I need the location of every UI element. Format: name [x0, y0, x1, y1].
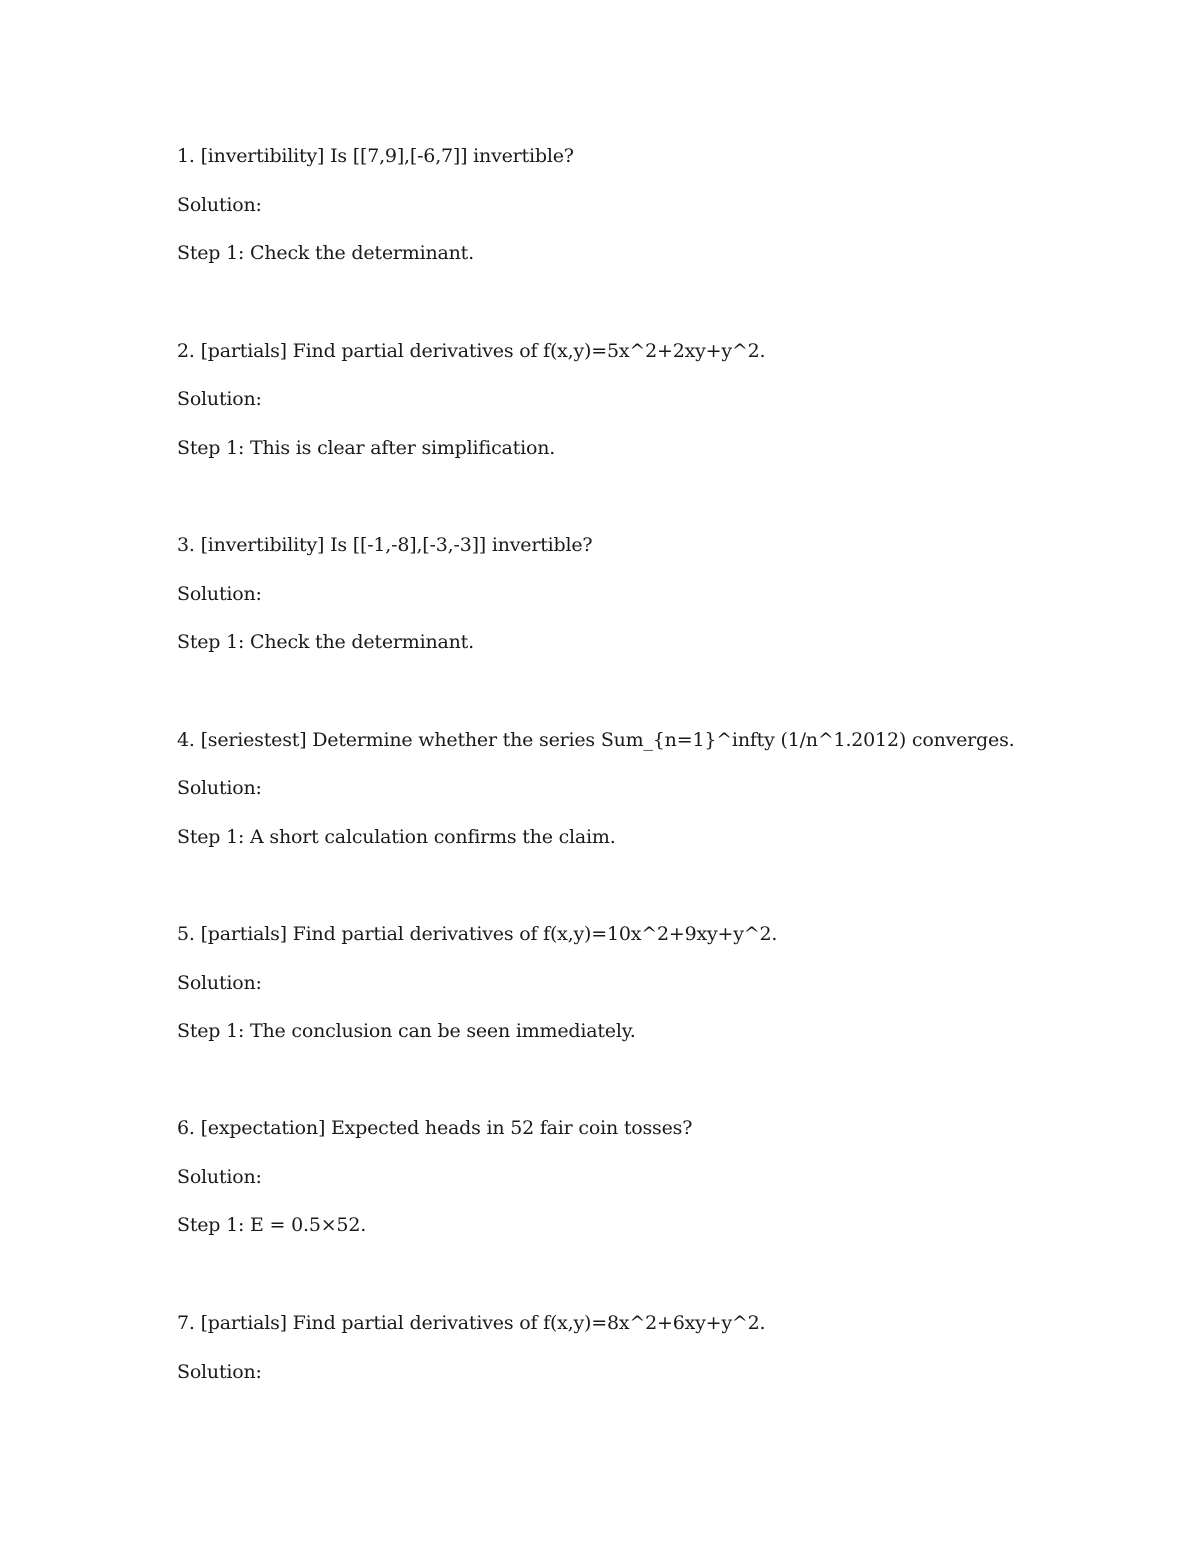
- problem-2-question: 2. [partials] Find partial derivatives of f(x,y)=5x^2+2xy+y^2.: [177, 340, 766, 362]
- problem-6-solution-label: Solution:: [177, 1166, 262, 1188]
- problem-1-solution-label: Solution:: [177, 194, 262, 216]
- problem-6-question: 6. [expectation] Expected heads in 52 fair coin tosses?: [177, 1117, 693, 1139]
- problem-6-step-1: Step 1: E = 0.5×52.: [177, 1214, 367, 1236]
- problem-5-solution-label: Solution:: [177, 972, 262, 994]
- problem-4-question: 4. [seriestest] Determine whether the series Sum_{n=1}^infty (1/n^1.2012) converges.: [177, 729, 1015, 751]
- problem-1-question: 1. [invertibility] Is [[7,9],[-6,7]] invertible?: [177, 145, 574, 167]
- problem-3-solution-label: Solution:: [177, 583, 262, 605]
- problem-2-step-1: Step 1: This is clear after simplification.: [177, 437, 556, 459]
- problem-4-solution-label: Solution:: [177, 777, 262, 799]
- problem-5-question: 5. [partials] Find partial derivatives of f(x,y)=10x^2+9xy+y^2.: [177, 923, 778, 945]
- problem-5-step-1: Step 1: The conclusion can be seen immediately.: [177, 1020, 636, 1042]
- problem-3-step-1: Step 1: Check the determinant.: [177, 631, 474, 653]
- problem-4-step-1: Step 1: A short calculation confirms the claim.: [177, 826, 616, 848]
- problem-1-step-1: Step 1: Check the determinant.: [177, 242, 474, 264]
- problem-7-question: 7. [partials] Find partial derivatives of f(x,y)=8x^2+6xy+y^2.: [177, 1312, 766, 1334]
- problem-2-solution-label: Solution:: [177, 388, 262, 410]
- problem-7-solution-label: Solution:: [177, 1361, 262, 1383]
- problem-3-question: 3. [invertibility] Is [[-1,-8],[-3,-3]] invertible?: [177, 534, 593, 556]
